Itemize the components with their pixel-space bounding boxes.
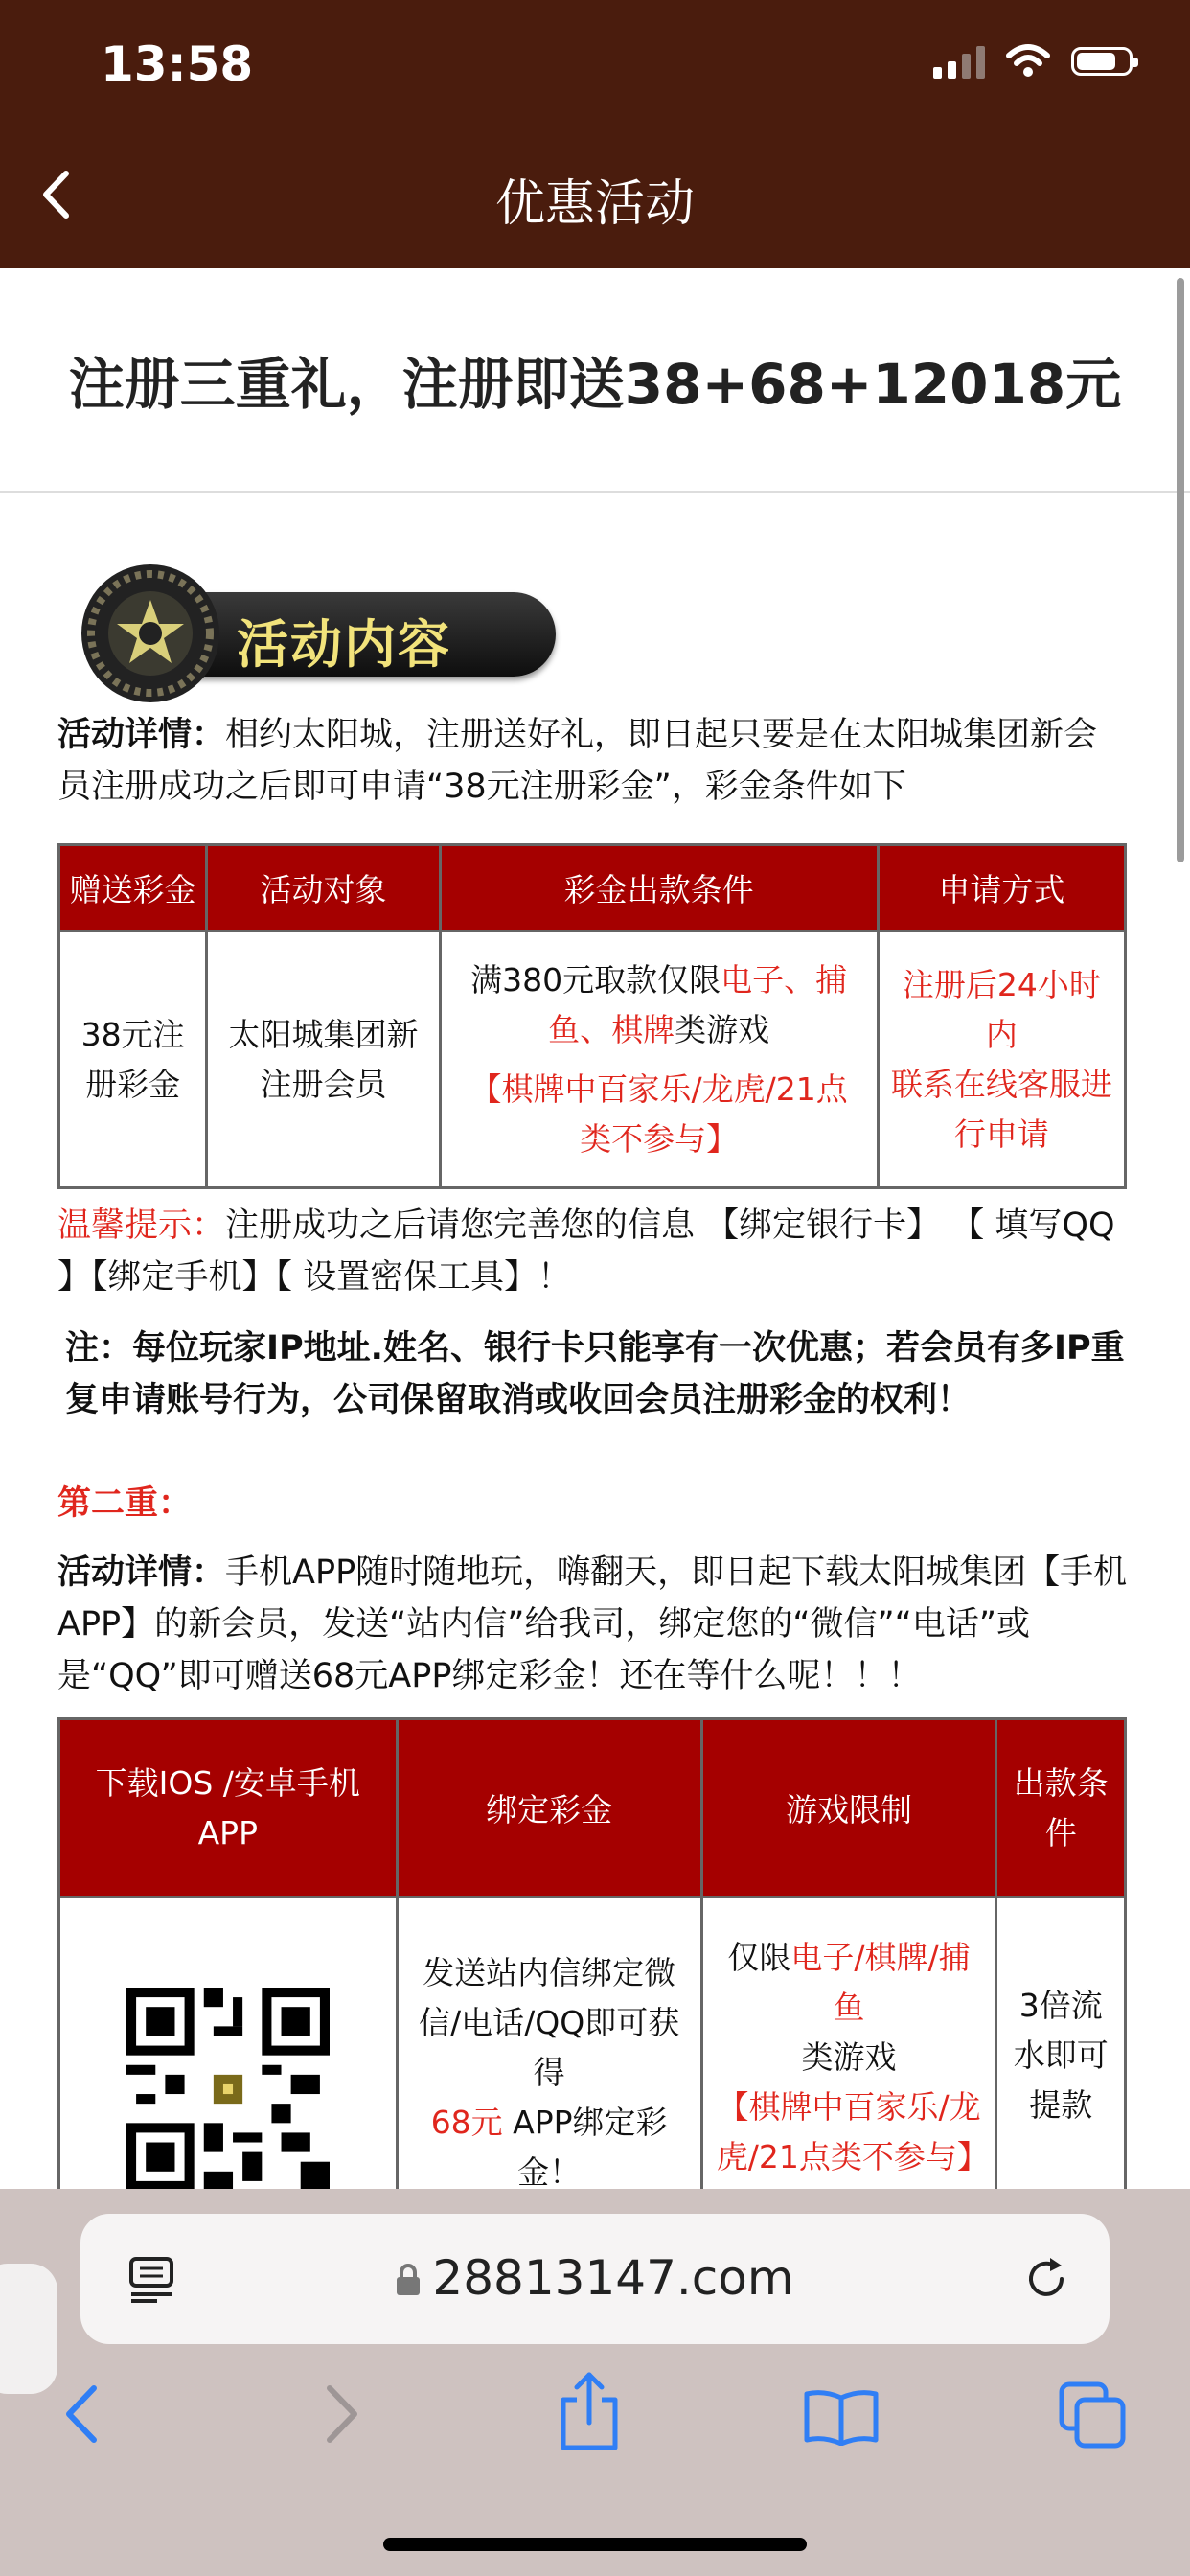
table-cell-bonus: 38元注册彩金 — [59, 932, 207, 1188]
table-cell-withdraw: 3倍流水即可提款 — [996, 1898, 1126, 2190]
table-cell-target: 太阳城集团新注册会员 — [207, 932, 440, 1188]
section-badge — [79, 562, 558, 705]
details-label: 活动详情： — [57, 716, 226, 754]
share-icon[interactable] — [558, 2371, 621, 2451]
previous-tab-preview[interactable] — [0, 2264, 57, 2394]
table-cell-apply — [878, 932, 1125, 1188]
details-label: 活动详情： — [57, 1553, 226, 1592]
browser-chrome — [0, 2189, 1190, 2576]
page-title: 优惠活动 — [494, 175, 695, 233]
back-arrow-icon[interactable] — [59, 2380, 107, 2448]
section1-note: 注：每位玩家IP地址.姓名、银行卡只能享有一次优惠；若会员有多IP重复申请账号行为，公司保留取消或收回会员注册彩金的权利！ — [65, 1329, 1125, 1419]
sun-emblem-icon — [79, 562, 222, 705]
section1-tip — [57, 1200, 1131, 1303]
url-text: 28813147.com — [432, 2250, 794, 2306]
promo-title: 注册三重礼，注册即送38+68+12018元 — [0, 268, 1190, 493]
app-header — [0, 0, 1190, 268]
cond-prefix: 满380元取款仅限 — [470, 960, 721, 999]
wifi-icon — [1006, 44, 1050, 79]
qr-code-icon[interactable] — [126, 1988, 330, 2190]
table-cell-qr — [59, 1898, 398, 2190]
address-bar[interactable] — [80, 2214, 1110, 2344]
limit-exclude: 【棋牌中百家乐/龙虎/21点类不参与】 — [716, 2088, 989, 2175]
bookmarks-icon[interactable] — [803, 2388, 880, 2446]
reload-icon[interactable] — [1021, 2254, 1071, 2304]
forward-arrow-icon[interactable] — [316, 2380, 364, 2448]
details-text: 手机APP随时随地玩，嗨翻天，即日起下载太阳城集团【手机APP】的新会员，发送“站内信”给我司，绑定您的“微信”“电话”或是“QQ”即可赠送68元APP绑定彩金！还在等什么呢！！！ — [57, 1553, 1128, 1695]
url-display[interactable] — [80, 2250, 1110, 2306]
table-header: 绑定彩金 — [397, 1719, 701, 1898]
limit-prefix: 仅限 — [727, 1939, 791, 1976]
page-content[interactable] — [0, 268, 1190, 2189]
table-header: 下载IOS /安卓手机APP — [59, 1719, 398, 1898]
section1-details — [57, 709, 1131, 813]
scrollbar[interactable] — [1177, 278, 1184, 862]
status-time: 13:58 — [101, 36, 254, 92]
apply-text-2: 联系在线客服进行申请 — [890, 1065, 1112, 1153]
table-header: 彩金出款条件 — [440, 845, 878, 932]
bind-amount: 68元 — [430, 2104, 503, 2141]
details-text: 相约太阳城，注册送好礼，即日起只要是在太阳城集团新会员注册成功之后即可申请“38元注册彩金”，彩金条件如下 — [57, 716, 1098, 806]
section2-details — [57, 1547, 1131, 1702]
apply-text-1: 注册后24小时内 — [902, 965, 1101, 1053]
tip-text: 注册成功之后请您完善您的信息 【绑定银行卡】 【 填写QQ 】【绑定手机】【 设置密保工具】！ — [57, 1207, 1115, 1297]
status-icons — [933, 44, 1133, 79]
table-header: 出款条件 — [996, 1719, 1126, 1898]
cond-exclude: 【棋牌中百家乐/龙虎/21点类不参与】 — [469, 1070, 848, 1158]
cellular-signal-icon — [933, 44, 985, 79]
tip-label: 温馨提示： — [57, 1207, 226, 1245]
table-header: 申请方式 — [878, 845, 1125, 932]
bind-text-2: APP绑定彩金！ — [502, 2104, 668, 2189]
table-header: 赠送彩金 — [59, 845, 207, 932]
table-header: 游戏限制 — [701, 1719, 996, 1898]
limit-games: 电子/棋牌/捕鱼 — [790, 1939, 971, 2026]
cond-suffix: 类游戏 — [675, 1010, 770, 1048]
battery-icon — [1071, 47, 1133, 76]
section2-heading: 第二重： — [57, 1484, 193, 1523]
table-cell-limit — [701, 1898, 996, 2190]
bonus-table-1 — [57, 843, 1127, 1189]
tabs-icon[interactable] — [1058, 2380, 1127, 2450]
bind-text: 发送站内信绑定微信/电话/QQ即可获得 — [419, 1954, 680, 2091]
cond-games: 电子、捕鱼、棋牌 — [548, 960, 848, 1048]
table-cell-bind — [397, 1898, 701, 2190]
table-header: 活动对象 — [207, 845, 440, 932]
home-indicator[interactable] — [383, 2538, 807, 2551]
section-badge-label: 活动内容 — [237, 614, 451, 675]
limit-suffix: 类游戏 — [801, 2038, 897, 2076]
lock-icon — [396, 2264, 421, 2296]
table-cell-condition — [440, 932, 878, 1188]
bonus-table-2 — [57, 1717, 1127, 2189]
